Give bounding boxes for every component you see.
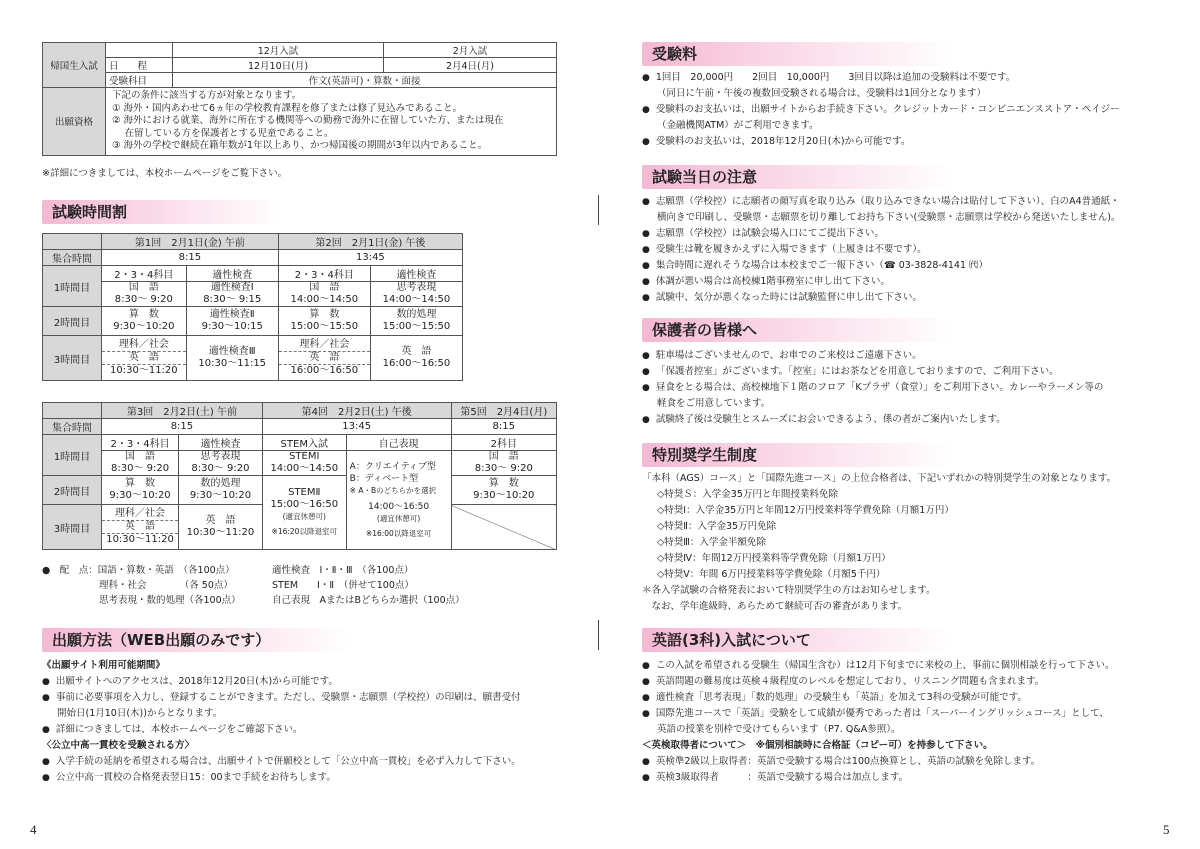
- empty-diagonal-cell: [451, 505, 556, 550]
- scholar-item: ◇特奨Ⅳ：年間12万円授業料等学費免除（月額1万円）: [657, 553, 891, 564]
- scholar-note: ＊各入学試験の合格発表において特別奨学生の方はお知らせします。: [642, 585, 936, 596]
- scholar-list: [642, 471, 1116, 615]
- scholar-note: なお、学年進級時、あらためて継続可否の審査があります。: [642, 601, 908, 612]
- qual-line: ② 海外における就業、海外に所在する機関等への勤務で海外に在留していた方、または現在: [112, 115, 504, 126]
- schedule-title: 試験時間割: [42, 200, 282, 224]
- fee-item: ● 受験料のお支払いは、2018年12月20日(木)から可能です。: [642, 134, 1120, 150]
- gather-time: 8:15: [102, 419, 263, 435]
- scholar-item: ◇特奨Ⅰ：入学金35万円と年間12万円授業料等学費免除（月額1万円）: [657, 505, 954, 516]
- cell: 国 語 8:30〜 9:20: [451, 451, 556, 476]
- english-title: 英語(3科)入試について: [642, 628, 952, 652]
- subject-label: 受験科目: [106, 73, 173, 88]
- gather-time: 8:15: [451, 419, 556, 435]
- subject-head: 適性検査: [179, 435, 263, 451]
- english-item: ● 適性検査「思考表現」「数的処理」の受験生も「英語」を加えて3科の受験が可能です。: [642, 690, 1114, 706]
- notice-item: ● 受験生は靴を履きかえずに入場できます（上履きは不要です）。: [642, 242, 1120, 258]
- apply-item: ● 詳細につきましては、本校ホームページをご確認下さい。: [42, 722, 521, 738]
- subject-head: 2科目: [451, 435, 556, 451]
- right-page: [600, 0, 1200, 849]
- english-item: ● この入試を希望される受験生（帰国生含む）は12月下旬までに来校の上、事前に個別相談を行って下さい。: [642, 658, 1114, 674]
- cell: 算 数 9:30〜10:20: [102, 476, 179, 505]
- subject-head: 適性検査: [370, 266, 462, 282]
- eiken-item: ● 英検3級取得者 ：英語で受験する場合は加点します。: [642, 770, 1114, 786]
- cell: 国 語 14:00〜14:50: [278, 282, 370, 307]
- scholar-item: ◇特奨Ⅱ：入学金35万円免除: [657, 521, 777, 532]
- parents-title: 保護者の皆様へ: [642, 318, 952, 342]
- parents-item: ● 駐車場はございませんので、お車でのご来校はご遠慮下さい。: [642, 348, 1103, 364]
- sched2-head3: 第5回 2月4日(月): [451, 403, 556, 419]
- english-item: ● 英語問題の難易度は英検４級程度のレベルを想定しており、リスニング問題も含まれます。: [642, 674, 1114, 690]
- gather-label: 集合時間: [43, 250, 102, 266]
- schedule-table-2: [42, 402, 557, 550]
- sched2-head1: 第3回 2月2日(土) 午前: [102, 403, 263, 419]
- cell: 適性検査Ⅱ 9:30〜10:15: [186, 307, 278, 336]
- cell: 算 数 9:30〜10:20: [102, 307, 187, 336]
- qual-label: 出願資格: [43, 88, 106, 156]
- date-label: 日 程: [106, 58, 173, 73]
- fold-mark: [598, 620, 599, 650]
- cell: 理科／社会 英 語 16:00〜16:50: [278, 336, 370, 381]
- fee-title: 受験料: [642, 42, 952, 66]
- cell: 数的処理 15:00〜15:50: [370, 307, 462, 336]
- cell: 適性検査Ⅰ 8:30〜 9:15: [186, 282, 278, 307]
- cell: 理科／社会 英 語 10:30〜11:20: [102, 505, 179, 550]
- scholar-title: 特別奨学生制度: [642, 443, 952, 467]
- points-list: ● 配 点：国語・算数・英語 （各100点） 適性検査 Ⅰ・Ⅱ・Ⅲ （各100点） 理科・社会 （各 50点） STEM Ⅰ・Ⅱ （併せて100点） 思考表現・数的処理（各100点） 自己表現 AまたはBどちらか選択（100点）: [42, 565, 465, 606]
- cell: STEMⅠ 14:00〜14:50: [262, 451, 346, 476]
- self-expression-cell: A：クリエイティブ型 B：ディベート型 ※ A・Bのどちらかを選択 14:00〜16:50 (適宜休憩可) ※16:00以降退室可: [346, 451, 451, 550]
- scholar-item: ◇特奨Ｓ：入学金35万円と年間授業料免除: [657, 489, 838, 500]
- period-label: 1時間目: [43, 266, 102, 307]
- eiken-item: ● 英検準2級以上取得者：英語で受験する場合は100点換算とし、英語の試験を免除します。: [642, 754, 1114, 770]
- gather-time: 13:45: [262, 419, 451, 435]
- notice-item: ● 集合時間に遅れそうな場合は本校までご一報下さい（☎ 03-3828-4141 ㈹）: [642, 258, 1120, 274]
- qual-line: 下記の条件に該当する方が対象となります。: [112, 90, 302, 101]
- subject-head: 2・3・4科目: [102, 435, 179, 451]
- period-label: 1時間目: [43, 435, 102, 476]
- qual-line: 在留している方を保護者とする児童であること。: [112, 127, 334, 139]
- fee-item-cont: （同日に午前・午後の複数回受験される場合は、受験料は1回分となります）: [657, 88, 987, 99]
- apply-title: 出願方法（WEB出願のみです）: [42, 628, 352, 652]
- notice-item: ● 志願票（学校控）は試験会場入口にてご提出下さい。: [642, 226, 1120, 242]
- fee-item: ● 受験料のお支払いは、出願サイトからお手続き下さい。クレジットカード・コンビニエンスストア・ペイジー: [642, 102, 1120, 118]
- notice-item-cont: 横向きで印刷し、受験票・志願票を切り離してお持ち下さい(受験票・志願票は学校から発送いたしません)。: [657, 212, 1121, 223]
- cell: 思考表現 8:30〜 9:20: [179, 451, 263, 476]
- cell: 算 数 9:30〜10:20: [451, 476, 556, 505]
- subject-head: 2・3・4科目: [278, 266, 370, 282]
- col-feb: 2月入試: [383, 43, 556, 58]
- fee-item: ● 1回目 20,000円 2回目 10,000円 3回目以降は追加の受験料は不要です。: [642, 70, 1120, 86]
- period-label: 2時間目: [43, 307, 102, 336]
- cell: 適性検査Ⅲ 10:30〜11:15: [186, 336, 278, 381]
- period-label: 2時間目: [43, 476, 102, 505]
- scholar-intro: 「本科（AGS）コース」と「国際先進コース」の上位合格者は、下記いずれかの特別奨学生の対象となります。: [642, 473, 1117, 484]
- date-dec: 12月10日(月): [173, 58, 384, 73]
- qual-line: ③ 海外の学校で継続在籍年数が1年以上あり、かつ帰国後の期間が3年以内であること。: [112, 140, 488, 151]
- subject-head: 適性検査: [186, 266, 278, 282]
- stem2-cell: STEMⅡ 15:00〜16:50 (適宜休憩可) ※16:20以降退室可: [262, 476, 346, 550]
- cell: 算 数 15:00〜15:50: [278, 307, 370, 336]
- schedule-table-1: [42, 233, 463, 381]
- parents-item: ● 試験終了後は受験生とスムーズにお会いできるよう、係の者がご案内いたします。: [642, 412, 1103, 428]
- notice-list: [642, 194, 1120, 306]
- english-item: ● 国際先進コースで「英語」受験をして成績が優秀であった者は「スーパーイングリッシュコース」として、: [642, 706, 1114, 722]
- page-number: 4: [30, 822, 37, 837]
- subject-head: 2・3・4科目: [102, 266, 187, 282]
- scholar-item: ◇特奨Ⅲ：入学金半額免除: [657, 537, 766, 548]
- apply-period: 《出願サイト利用可能期間》: [42, 660, 165, 671]
- apply-item: ● 事前に必要事項を入力し、登録することができます。ただし、受験票・志願票（学校控）の印刷は、願書受付: [42, 690, 521, 706]
- cell: 英 語 16:00〜16:50: [370, 336, 462, 381]
- page-number: 5: [1163, 822, 1170, 837]
- public-item: ● 公立中高一貫校の合格発表翌日15：00まで手続をお待ちします。: [42, 770, 521, 786]
- col-dec: 12月入試: [173, 43, 384, 58]
- eiken-title: ＜英検取得者について＞ ※個別相談時に合格証（コピー可）を持参して下さい。: [642, 740, 993, 751]
- cell: 英 語 10:30〜11:20: [179, 505, 263, 550]
- public-item: ● 入学手続の延納を希望される場合は、出願サイトで併願校として「公立中高一貫校」を必ず入力して下さい。: [42, 754, 521, 770]
- notice-item: ● 試験中、気分が悪くなった時には試験監督に申し出て下さい。: [642, 290, 1120, 306]
- period-label: 3時間目: [43, 505, 102, 550]
- cell: 思考表現 14:00〜14:50: [370, 282, 462, 307]
- cell: 国 語 8:30〜 9:20: [102, 451, 179, 476]
- apply-item: ● 出願サイトへのアクセスは、2018年12月20日(木)から可能です。: [42, 674, 521, 690]
- kikoku-row-header: 帰国生入試: [43, 43, 106, 88]
- apply-item-cont: 開始日(1月10日(木))からとなります。: [57, 708, 223, 719]
- sched1-head2: 第2回 2月1日(金) 午後: [278, 234, 462, 250]
- gather-time: 13:45: [278, 250, 462, 266]
- gather-label: 集合時間: [43, 419, 102, 435]
- subjects: 作文(英語可)・算数・面接: [173, 73, 557, 88]
- notice-title: 試験当日の注意: [642, 165, 952, 189]
- gather-time: 8:15: [102, 250, 279, 266]
- fee-item-cont: （金融機関ATM）がご利用できます。: [657, 120, 819, 131]
- period-label: 3時間目: [43, 336, 102, 381]
- public-title: 〈公立中高一貫校を受験される方〉: [42, 740, 195, 751]
- subject-head: 自己表現: [346, 435, 451, 451]
- cell: 理科／社会 英 語 10:30〜11:20: [102, 336, 187, 381]
- kikoku-table: [42, 42, 557, 156]
- qual-text: [106, 88, 557, 156]
- kikoku-note: ※詳細につきましては、本校ホームページをご覧下さい。: [42, 168, 288, 179]
- scholar-item: ◇特奨Ⅴ：年間 6万円授業料等学費免除（月額5千円）: [657, 569, 886, 580]
- apply-list: [42, 658, 521, 786]
- sched2-head2: 第4回 2月2日(土) 午後: [262, 403, 451, 419]
- parents-list: [642, 348, 1103, 428]
- english-list: [642, 658, 1114, 786]
- notice-item: ● 志願票（学校控）に志願者の顔写真を取り込み（取り込みできない場合は貼付して下さい）、白のA4普通紙・: [642, 194, 1120, 210]
- sched1-head1: 第1回 2月1日(金) 午前: [102, 234, 279, 250]
- fee-list: [642, 70, 1120, 150]
- notice-item: ● 体調が悪い場合は高校棟1階事務室に申し出て下さい。: [642, 274, 1120, 290]
- parents-item: ● 「保護者控室」がございます。「控室」にはお茶などを用意しておりますので、ご利用下さい。: [642, 364, 1103, 380]
- cell: 数的処理 9:30〜10:20: [179, 476, 263, 505]
- subject-head: STEM入試: [262, 435, 346, 451]
- fold-mark: [598, 195, 599, 225]
- parents-item: ● 昼食をとる場合は、高校棟地下１階のフロア「Kプラザ（食堂）」をご利用下さい。カレーやラーメン等の: [642, 380, 1103, 396]
- cell: 国 語 8:30〜 9:20: [102, 282, 187, 307]
- date-feb: 2月4日(月): [383, 58, 556, 73]
- qual-line: ① 海外・国内あわせて6ヵ年の学校教育課程を修了または修了見込みであること。: [112, 102, 463, 114]
- parents-item-cont: 軽食をご用意しています。: [657, 398, 771, 409]
- english-item-cont: 英語の授業を別枠で受けてもらいます（P7. Q&A参照）。: [657, 724, 901, 735]
